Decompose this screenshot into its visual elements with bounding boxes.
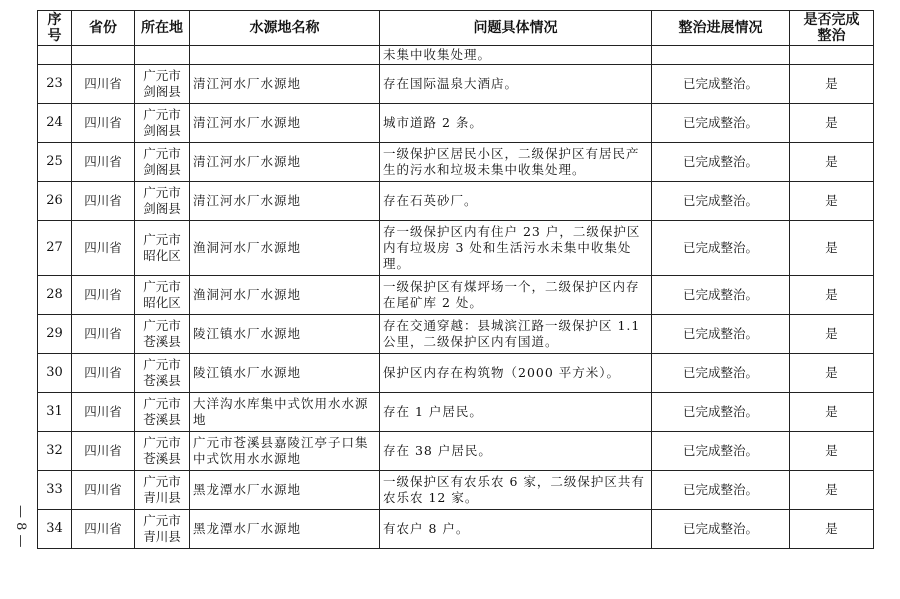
table-row xyxy=(38,471,874,510)
cell-location xyxy=(135,393,190,432)
cell-location xyxy=(135,182,190,221)
cell-city: 广元市 xyxy=(143,474,181,489)
table-row xyxy=(38,315,874,354)
cell-location xyxy=(135,471,190,510)
cell-source-name: 渔洞河水厂水源地 xyxy=(190,221,380,276)
cell-county: 苍溪县 xyxy=(143,412,181,427)
cell-location xyxy=(135,104,190,143)
cell-city: 广元市 xyxy=(143,68,181,83)
table-row xyxy=(38,143,874,182)
cell-source-name: 陵江镇水厂水源地 xyxy=(190,354,380,393)
cell-progress: 已完成整治。 xyxy=(652,471,790,510)
continuation-problem: 未集中收集处理。 xyxy=(380,46,652,65)
cell-city: 广元市 xyxy=(143,107,181,122)
cell-completed: 是 xyxy=(790,471,874,510)
cell-source-name: 清江河水厂水源地 xyxy=(190,104,380,143)
cell-county: 青川县 xyxy=(143,490,181,505)
cell-province: 四川省 xyxy=(72,276,135,315)
cell-location xyxy=(135,510,190,549)
cell-no: 29 xyxy=(38,315,72,354)
cell-province: 四川省 xyxy=(72,510,135,549)
table-row xyxy=(38,432,874,471)
cell-county: 剑阁县 xyxy=(143,84,181,99)
cell-city: 广元市 xyxy=(143,232,181,247)
cell-county: 剑阁县 xyxy=(143,123,181,138)
cell-no: 25 xyxy=(38,143,72,182)
cell-county: 苍溪县 xyxy=(143,373,181,388)
cell-location xyxy=(135,432,190,471)
cell-progress: 已完成整治。 xyxy=(652,276,790,315)
cell-source-name: 黑龙潭水厂水源地 xyxy=(190,510,380,549)
cell-completed: 是 xyxy=(790,276,874,315)
cell-completed: 是 xyxy=(790,143,874,182)
header-province: 省份 xyxy=(72,11,135,46)
cell-completed: 是 xyxy=(790,104,874,143)
cell-problem: 保护区内存在构筑物（2000 平方米）。 xyxy=(380,354,652,393)
cell-source-name: 黑龙潭水厂水源地 xyxy=(190,471,380,510)
header-progress: 整治进展情况 xyxy=(652,11,790,46)
table-row xyxy=(38,182,874,221)
table-row xyxy=(38,393,874,432)
cell-province: 四川省 xyxy=(72,432,135,471)
cell-source-name: 大洋沟水库集中式饮用水水源地 xyxy=(190,393,380,432)
cell-county: 青川县 xyxy=(143,529,181,544)
cell-progress: 已完成整治。 xyxy=(652,143,790,182)
cell-problem: 存在石英砂厂。 xyxy=(380,182,652,221)
cell-completed: 是 xyxy=(790,65,874,104)
table-row xyxy=(38,276,874,315)
cell-problem: 一级保护区居民小区，二级保护区有居民产生的污水和垃圾未集中收集处理。 xyxy=(380,143,652,182)
header-row xyxy=(38,11,874,46)
cell-no: 31 xyxy=(38,393,72,432)
header-completed: 是否完成整治 xyxy=(790,11,874,46)
cell-problem: 存一级保护区内有住户 23 户，二级保护区内有垃圾房 3 处和生活污水未集中收集处理。 xyxy=(380,221,652,276)
cell-location xyxy=(135,315,190,354)
cell-problem: 存在国际温泉大酒店。 xyxy=(380,65,652,104)
cell-city: 广元市 xyxy=(143,357,181,372)
cell-province: 四川省 xyxy=(72,104,135,143)
cell-province: 四川省 xyxy=(72,65,135,104)
cell-location xyxy=(135,354,190,393)
cell-province: 四川省 xyxy=(72,315,135,354)
cell-no: 27 xyxy=(38,221,72,276)
cell-no: 33 xyxy=(38,471,72,510)
cell-source-name: 陵江镇水厂水源地 xyxy=(190,315,380,354)
cell-completed: 是 xyxy=(790,182,874,221)
cell-completed: 是 xyxy=(790,354,874,393)
cell-no: 32 xyxy=(38,432,72,471)
table-row xyxy=(38,354,874,393)
cell-city: 广元市 xyxy=(143,146,181,161)
cell-no: 28 xyxy=(38,276,72,315)
cell-province: 四川省 xyxy=(72,221,135,276)
cell-location xyxy=(135,221,190,276)
rectification-table xyxy=(37,10,874,549)
cell-progress: 已完成整治。 xyxy=(652,65,790,104)
cell-problem: 存在交通穿越：县城滨江路一级保护区 1.1 公里，二级保护区内有国道。 xyxy=(380,315,652,354)
table-row xyxy=(38,104,874,143)
cell-county: 剑阁县 xyxy=(143,201,181,216)
cell-progress: 已完成整治。 xyxy=(652,354,790,393)
cell-no: 30 xyxy=(38,354,72,393)
cell-province: 四川省 xyxy=(72,182,135,221)
cell-problem: 一级保护区有农乐农 6 家，二级保护区共有农乐农 12 家。 xyxy=(380,471,652,510)
cell-completed: 是 xyxy=(790,393,874,432)
continuation-row xyxy=(38,46,874,65)
cell-completed: 是 xyxy=(790,510,874,549)
cell-province: 四川省 xyxy=(72,354,135,393)
cell-no: 24 xyxy=(38,104,72,143)
cell-county: 昭化区 xyxy=(143,295,181,310)
page-number: — 8 — xyxy=(13,505,28,548)
header-problem: 问题具体情况 xyxy=(380,11,652,46)
cell-location xyxy=(135,276,190,315)
cell-city: 广元市 xyxy=(143,279,181,294)
cell-city: 广元市 xyxy=(143,435,181,450)
cell-province: 四川省 xyxy=(72,471,135,510)
cell-progress: 已完成整治。 xyxy=(652,510,790,549)
cell-progress: 已完成整治。 xyxy=(652,393,790,432)
header-source-name: 水源地名称 xyxy=(190,11,380,46)
cell-location xyxy=(135,65,190,104)
header-location: 所在地 xyxy=(135,11,190,46)
cell-no: 34 xyxy=(38,510,72,549)
cell-location xyxy=(135,143,190,182)
cell-progress: 已完成整治。 xyxy=(652,432,790,471)
cell-completed: 是 xyxy=(790,221,874,276)
cell-source-name: 清江河水厂水源地 xyxy=(190,182,380,221)
cell-city: 广元市 xyxy=(143,396,181,411)
cell-county: 昭化区 xyxy=(143,248,181,263)
cell-province: 四川省 xyxy=(72,143,135,182)
cell-problem: 一级保护区有煤坪场一个，二级保护区内存在尾矿库 2 处。 xyxy=(380,276,652,315)
table-row xyxy=(38,510,874,549)
cell-problem: 有农户 8 户。 xyxy=(380,510,652,549)
table-row xyxy=(38,221,874,276)
cell-county: 剑阁县 xyxy=(143,162,181,177)
cell-progress: 已完成整治。 xyxy=(652,221,790,276)
cell-problem: 城市道路 2 条。 xyxy=(380,104,652,143)
cell-progress: 已完成整治。 xyxy=(652,315,790,354)
cell-no: 26 xyxy=(38,182,72,221)
cell-problem: 存在 1 户居民。 xyxy=(380,393,652,432)
cell-source-name: 清江河水厂水源地 xyxy=(190,143,380,182)
cell-source-name: 清江河水厂水源地 xyxy=(190,65,380,104)
cell-source-name: 渔洞河水厂水源地 xyxy=(190,276,380,315)
cell-completed: 是 xyxy=(790,432,874,471)
cell-source-name: 广元市苍溪县嘉陵江亭子口集中式饮用水水源地 xyxy=(190,432,380,471)
cell-progress: 已完成整治。 xyxy=(652,182,790,221)
cell-province: 四川省 xyxy=(72,393,135,432)
cell-completed: 是 xyxy=(790,315,874,354)
cell-city: 广元市 xyxy=(143,318,181,333)
cell-county: 苍溪县 xyxy=(143,451,181,466)
cell-progress: 已完成整治。 xyxy=(652,104,790,143)
header-no: 序号 xyxy=(38,11,72,46)
table-row xyxy=(38,65,874,104)
cell-county: 苍溪县 xyxy=(143,334,181,349)
cell-problem: 存在 38 户居民。 xyxy=(380,432,652,471)
cell-city: 广元市 xyxy=(143,513,181,528)
cell-city: 广元市 xyxy=(143,185,181,200)
cell-no: 23 xyxy=(38,65,72,104)
